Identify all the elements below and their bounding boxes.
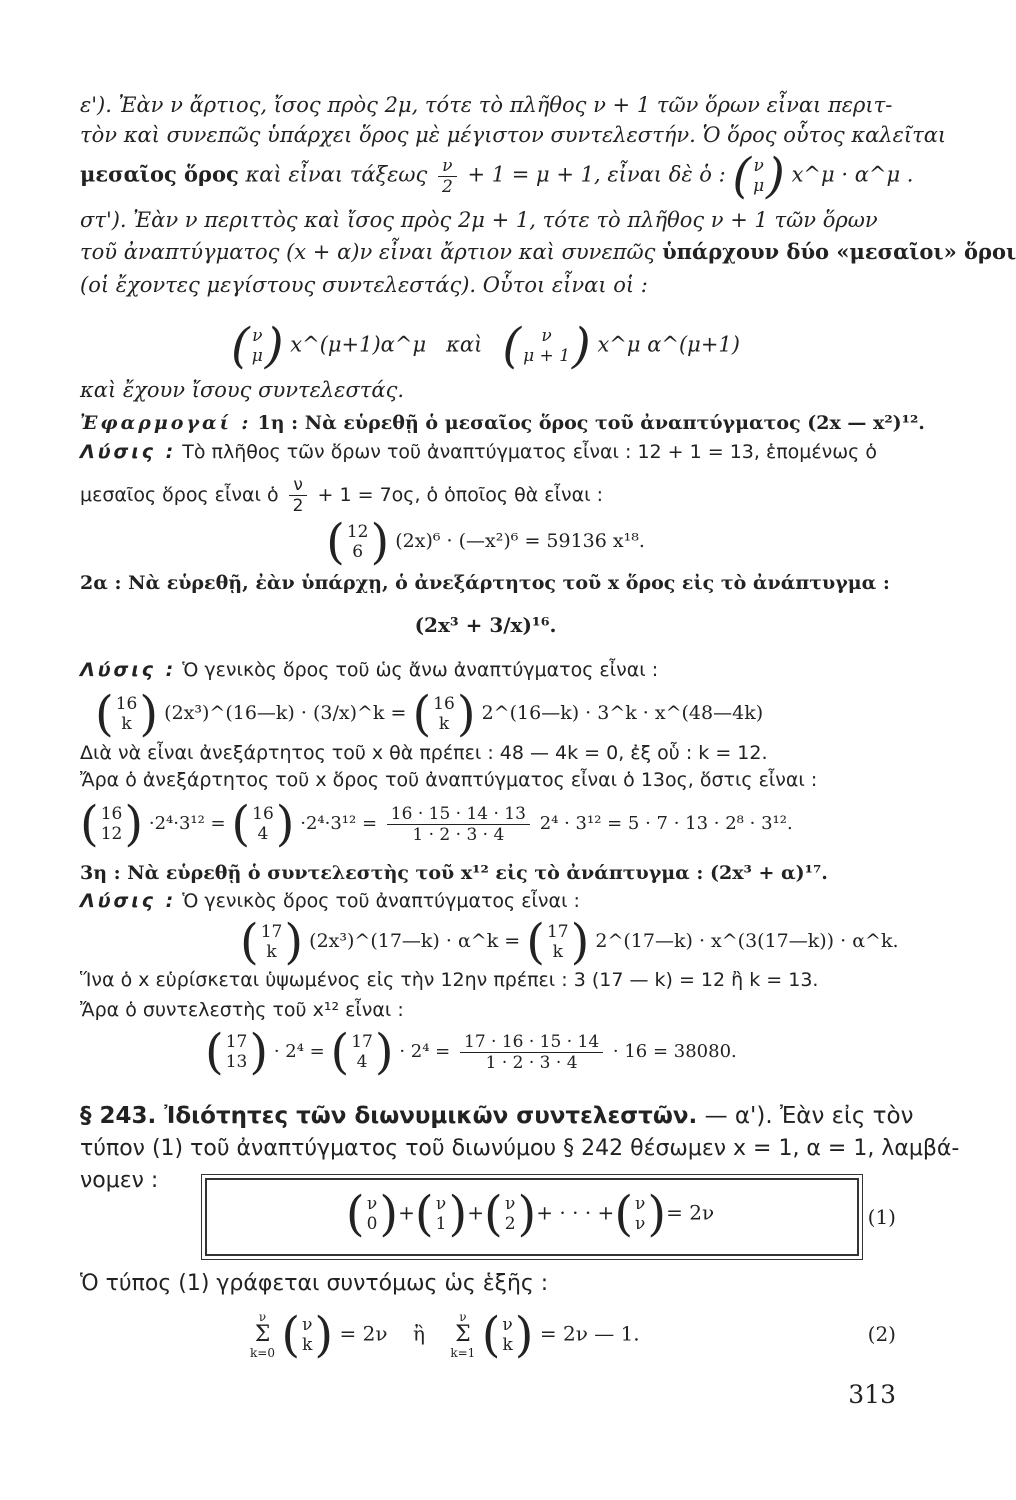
binom-bottom: 0 — [366, 1214, 378, 1234]
binom-top: 17 — [260, 922, 283, 942]
frac-den: 2 — [292, 496, 304, 516]
solution-2-result — [80, 796, 891, 852]
general-term-right: 2^(17—k) · x^(3(17—k)) · α^k. — [595, 930, 899, 952]
binom-top: ν — [635, 1194, 646, 1214]
binom-nu-mu1: ( ν μ + 1 ) — [502, 318, 591, 374]
sum-1-rhs: = 2ν — [339, 1321, 388, 1346]
frac-den: 1 · 2 · 3 · 4 — [412, 824, 505, 845]
section-intro: — α'). Ἐὰν εἰς τὸν — [704, 1103, 914, 1129]
solution-3-condition: Ἵνα ὁ x εὑρίσκεται ὑψωμένος εἰς τὴν 12ην πρέπει : 3 (17 — k) = 12 ἢ k = 13. — [80, 969, 819, 991]
para-e-line1: ε'). Ἐὰν ν ἄρτιος, ἴσος πρὸς 2μ, τότε τὸ πλῆθος ν + 1 τῶν ὅρων εἶναι περιτ- — [80, 93, 893, 117]
section-243-line2: τύπον (1) τοῦ ἀναπτύγματος τοῦ διωνύμου § 242 θέσωμεν x = 1, α = 1, λαμβά- — [80, 1136, 960, 1161]
binom-bottom: 1 — [435, 1214, 447, 1234]
binom-top: 17 — [351, 1032, 373, 1052]
result-part-2: · 2⁴ = — [399, 1041, 451, 1062]
solution-2-text: Ὁ γενικὸς ὅρος τοῦ ὡς ἄνω ἀναπτύγματος εἶναι : — [182, 659, 659, 681]
application-1-heading — [80, 408, 925, 438]
binom-nu-1: ( ν 1 ) — [414, 1186, 468, 1242]
application-1-title: 1η : Νὰ εὑρεθῇ ὁ μεσαῖος ὅρος τοῦ ἀναπτύγματος (2x — x²)¹². — [257, 412, 925, 434]
binom-16-k: ( 16 k ) — [95, 686, 159, 742]
section-243-heading — [80, 1100, 914, 1132]
result-part-2: ·2⁴·3¹² = — [300, 813, 378, 834]
application-3-title: 3η : Νὰ εὑρεθῇ ὁ συντελεστὴς τοῦ x¹² εἰς τὸ ἀνάπτυγμα : (2x³ + α)¹⁷. — [80, 862, 828, 884]
frac-num: ν — [438, 156, 456, 177]
binom-17-13: ( 17 13 ) — [205, 1024, 269, 1080]
middle-term-power: x^μ · α^μ . — [791, 162, 914, 187]
binom-top: 16 — [115, 694, 138, 714]
binom-bottom: 4 — [257, 824, 269, 844]
sum-lower: k=0 — [250, 1346, 275, 1360]
text-order-value: + 1 = μ + 1, εἶναι δὲ ὁ : — [467, 162, 726, 187]
binom-top: ν — [502, 1315, 513, 1335]
binom-nu-k: ( ν k ) — [281, 1307, 334, 1363]
binom-top: ν — [366, 1194, 378, 1214]
result-part-1: · 2⁴ = — [273, 1041, 325, 1062]
binom-bottom: 6 — [352, 542, 364, 562]
binom-bottom: k — [266, 942, 277, 962]
text-seventh: + 1 = 7ος, ὁ ὁποῖος θὰ εἶναι : — [317, 484, 604, 506]
para-st-line3: (οἱ ἔχοντες μεγίστους συντελεστάς). Οὗτοι εἶναι οἱ : — [80, 273, 648, 297]
binom-bottom: ν — [635, 1214, 646, 1234]
binom-nu-k-2: ( ν k ) — [481, 1307, 534, 1363]
para-e-line3 — [80, 148, 914, 204]
frac-num: 17 · 16 · 15 · 14 — [460, 1032, 603, 1053]
sum-upper: ν — [258, 1310, 267, 1324]
sum-2-rhs: = 2ν — 1. — [539, 1321, 640, 1346]
binom-16-4: ( 16 4 ) — [231, 796, 295, 852]
solution-2-condition: Διὰ νὰ εἶναι ἀνεξάρτητος τοῦ x θὰ πρέπει : 48 — 4k = 0, ἐξ οὗ : k = 12. — [80, 742, 768, 764]
page-number: 313 — [848, 1380, 896, 1409]
fraction-product-2 — [460, 1032, 603, 1073]
sigma-symbol: Σ — [455, 1322, 471, 1347]
binom-top: ν — [504, 1194, 516, 1214]
term-two: x^μ α^(μ+1) — [597, 332, 740, 357]
section-243-line3: νομεν : — [80, 1168, 159, 1193]
plus-sign: + — [398, 1200, 415, 1225]
frac-den: 1 · 2 · 3 · 4 — [485, 1052, 578, 1073]
boxed-identity-formula — [205, 1186, 855, 1242]
binom-bottom: 4 — [356, 1052, 368, 1072]
solution-label: Λύσις : — [80, 890, 177, 912]
solution-3-line1 — [80, 886, 891, 916]
solution-3-text: Ὁ γενικὸς ὅρος τοῦ ἀναπτύγματος εἶναι : — [182, 890, 580, 912]
fraction-nu-over-2 — [438, 156, 457, 197]
sum-sign-2 — [450, 1310, 475, 1360]
binom-bottom: μ — [753, 176, 765, 196]
binom-top: 16 — [433, 694, 455, 714]
binom-nu-2: ( ν 2 ) — [483, 1186, 537, 1242]
result-term: (2x)⁶ · (—x²)⁶ = 59136 x¹⁸. — [395, 530, 645, 552]
general-term-left: (2x³)^(16—k) · (3/x)^k = — [164, 702, 407, 724]
frac-num: 16 · 15 · 14 · 13 — [387, 804, 530, 825]
para-st-line4: καὶ ἔχουν ἴσους συντελεστάς. — [80, 378, 405, 402]
text-two-middle: ὑπάρχουν δύο «μεσαῖοι» ὅροι — [662, 239, 1016, 264]
equation-number-2: (2) — [867, 1322, 896, 1346]
application-2-title: 2α : Νὰ εὑρεθῇ, ἐὰν ὑπάρχῃ, ὁ ἀνεξάρτητος τοῦ x ὅρος εἰς τὸ ἀνάπτυγμα : — [80, 572, 890, 594]
solution-1-text: Τὸ πλῆθος τῶν ὅρων τοῦ ἀναπτύγματος εἶναι : 12 + 1 = 13, ἑπομένως ὁ — [182, 441, 877, 463]
general-term-right: 2^(16—k) · 3^k · x^(48—4k) — [481, 702, 764, 724]
fraction-product-1 — [387, 804, 530, 845]
binom-bottom: k — [438, 714, 450, 734]
binom-12-6: ( 12 6 ) — [326, 514, 390, 570]
frac-num: ν — [289, 475, 307, 496]
result-part-1: ·2⁴·3¹² = — [148, 813, 226, 834]
binom-17-k-2: ( 17 k ) — [526, 914, 590, 970]
formula-short-intro: Ὁ τύπος (1) γράφεται συντόμως ὡς ἑξῆς : — [80, 1271, 549, 1296]
solution-2-general-term — [95, 686, 891, 742]
solution-1-result — [80, 514, 891, 570]
binom-top: ν — [541, 326, 552, 346]
fraction-nu-over-2b — [289, 475, 308, 516]
binom-bottom: k — [302, 1335, 313, 1355]
solution-3-result — [205, 1024, 891, 1080]
text-and: καὶ — [446, 332, 483, 357]
plus-sign: + — [467, 1200, 484, 1225]
sum-formulas — [250, 1307, 891, 1363]
sum-sign-1 — [250, 1310, 275, 1360]
binom-17-4: ( 17 4 ) — [330, 1024, 394, 1080]
binom-nu-mu: ( ν μ ) — [732, 148, 785, 204]
solution-2-conclusion: Ἄρα ὁ ἀνεξάρτητος τοῦ x ὅρος τοῦ ἀναπτύγματος εἶναι ὁ 13ος, ὅστις εἶναι : — [80, 769, 818, 791]
binom-top: 16 — [100, 804, 123, 824]
binom-top: ν — [753, 156, 764, 176]
applications-label: Ἐφαρμογαί : — [80, 412, 252, 434]
binom-bottom: 12 — [100, 824, 123, 844]
binom-bottom: 2 — [504, 1214, 516, 1234]
text-expansion-even: τοῦ ἀναπτύγματος (x + α)ν εἶναι ἄρτιον καὶ συνεπῶς — [80, 240, 656, 264]
binom-bottom: k — [502, 1335, 513, 1355]
binom-top: ν — [252, 326, 263, 346]
result-part-3: 2⁴ · 3¹² = 5 · 7 · 13 · 2⁸ · 3¹². — [539, 813, 793, 834]
para-e-line2: τὸν καὶ συνεπῶς ὑπάρχει ὅρος μὲ μέγιστον συντελεστήν. Ὁ ὅρος οὗτος καλεῖται — [80, 123, 947, 147]
binom-bottom: k — [121, 714, 132, 734]
solution-3-general-term — [240, 914, 899, 970]
binom-top: 17 — [225, 1032, 248, 1052]
binom-top: ν — [435, 1194, 447, 1214]
middle-terms-formula — [80, 318, 891, 374]
dots: + · · · + — [536, 1200, 615, 1225]
application-2-expression: (2x³ + 3/x)¹⁶. — [414, 613, 557, 637]
middle-term-label: μεσαῖος ὅρος — [80, 161, 239, 187]
binom-bottom: μ + 1 — [523, 346, 571, 366]
term-one: x^(μ+1)α^μ — [290, 332, 427, 357]
solution-2-line1 — [80, 655, 891, 685]
binom-nu-nu: ( ν ν ) — [614, 1186, 667, 1242]
solution-1-line1 — [80, 437, 891, 467]
binom-bottom: μ — [251, 346, 263, 366]
para-st-line1: στ'). Ἐὰν ν περιττὸς καὶ ἴσος πρὸς 2μ + 1, τότε τὸ πλῆθος ν + 1 τῶν ὅρων — [80, 208, 878, 232]
solution-label: Λύσις : — [80, 659, 177, 681]
binom-top: 16 — [252, 804, 274, 824]
sum-lower: k=1 — [450, 1346, 476, 1360]
binom-bottom: 13 — [225, 1052, 248, 1072]
section-title: § 243. Ἰδιότητες τῶν διωνυμικῶν συντελεστῶν. — [80, 1103, 698, 1129]
binom-nu-0: ( ν 0 ) — [345, 1186, 399, 1242]
binom-16-k-2: ( 16 k ) — [412, 686, 476, 742]
binom-top: 12 — [346, 522, 369, 542]
binom-17-k: ( 17 k ) — [240, 914, 304, 970]
general-term-left: (2x³)^(17—k) · α^k = — [309, 930, 521, 952]
solution-label: Λύσις : — [80, 441, 177, 463]
equation-number-1: (1) — [867, 1205, 896, 1229]
binom-bottom: k — [552, 942, 563, 962]
binom-top: ν — [302, 1315, 313, 1335]
binom-16-12: ( 16 12 ) — [80, 796, 144, 852]
text-middle-is: μεσαῖος ὅρος εἶναι ὁ — [80, 484, 279, 506]
binom-nu-mu-2: ( ν μ ) — [231, 318, 284, 374]
text-or: ἢ — [412, 1321, 425, 1346]
solution-1-line2 — [80, 475, 891, 516]
para-st-line2 — [80, 237, 1016, 267]
text-order: καὶ εἶναι τάξεως — [245, 162, 428, 187]
binom-top: 17 — [546, 922, 569, 942]
sum-upper: ν — [459, 1310, 467, 1324]
result-part-3: · 16 = 38080. — [612, 1041, 737, 1062]
sigma-symbol: Σ — [254, 1322, 271, 1347]
box-rhs: = 2ν — [666, 1200, 715, 1225]
frac-den: 2 — [441, 176, 453, 197]
solution-3-conclusion: Ἄρα ὁ συντελεστὴς τοῦ x¹² εἶναι : — [80, 999, 404, 1021]
